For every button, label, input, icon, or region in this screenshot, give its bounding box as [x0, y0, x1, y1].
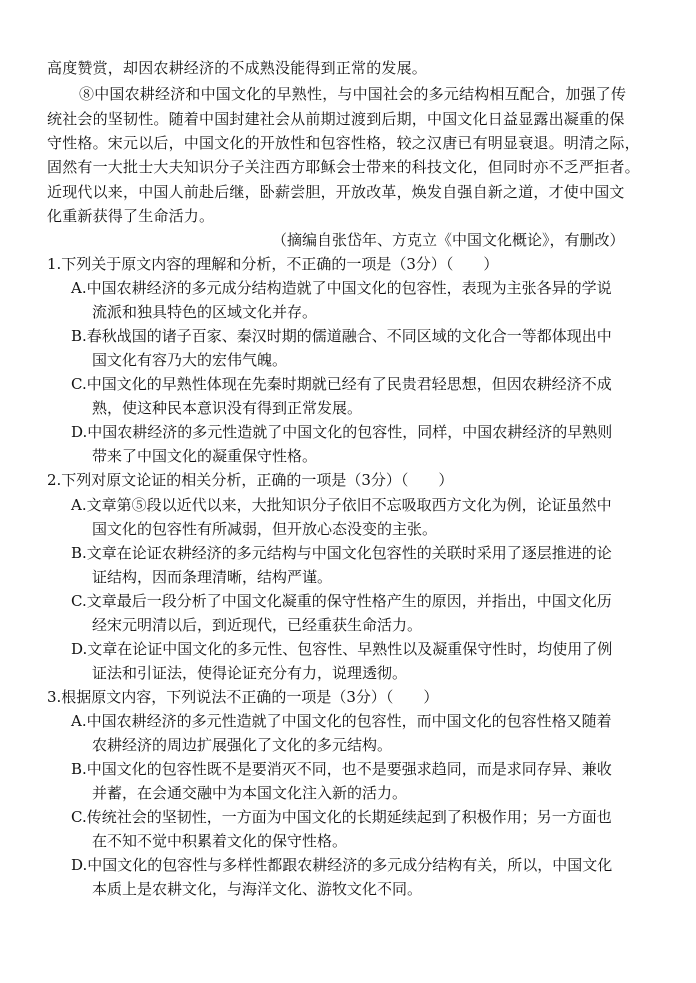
question-3-option-b-cont: 并蓄，在会通交融中为本国文化注入新的活力。	[92, 784, 408, 802]
passage-line: 固然有一大批士大夫知识分子关注西方耶稣会士带来的科技文化，但同时亦不乏严拒者。	[47, 158, 640, 176]
question-3-option-c-cont: 在不知不觉中积累着文化的保守性格。	[92, 832, 348, 850]
question-3-option-c[interactable]: C.传统社会的坚韧性，一方面为中国文化的长期延续起到了积极作用；另一方面也	[71, 808, 612, 826]
question-2-option-c-cont: 经宋元明清以后，到近现代，已经重获生命活力。	[92, 616, 423, 634]
question-2-option-b-cont: 证结构，因而条理清晰，结构严谨。	[92, 568, 333, 586]
question-2-stem: 2.下列对原文论证的相关分析，正确的一项是（3分）（ ）	[47, 471, 454, 489]
question-3-option-a-cont: 农耕经济的周边扩展强化了文化的多元结构。	[92, 736, 393, 754]
question-2-option-a[interactable]: A.文章第⑤段以近代以来，大批知识分子依旧不忘吸取西方文化为例，论证虽然中	[71, 496, 612, 514]
passage-paragraph-8: ⑧中国农耕经济和中国文化的早熟性，与中国社会的多元结构相互配合，加强了传	[79, 85, 627, 103]
question-3-option-d[interactable]: D.中国文化的包容性与多样性都跟农耕经济的多元成分结构有关，所以，中国文化	[71, 856, 613, 874]
passage-line: 高度赞赏，却因农耕经济的不成熟没能得到正常的发展。	[47, 59, 428, 77]
passage-line: 守性格。宋元以后，中国文化的开放性和包容性格，较之汉唐已有明显衰退。明清之际，	[47, 134, 640, 152]
question-1-option-b[interactable]: B.春秋战国的诸子百家、秦汉时期的儒道融合、不同区域的文化合一等都体现出中	[71, 327, 612, 345]
question-1-option-d-cont: 带来了中国文化的凝重保守性格。	[92, 447, 318, 465]
question-3-option-d-cont: 本质上是农耕文化，与海洋文化、游牧文化不同。	[92, 880, 423, 898]
question-1-option-a-cont: 流派和独具特色的区域文化并存。	[92, 303, 318, 321]
question-1-option-a[interactable]: A.中国农耕经济的多元成分结构造就了中国文化的包容性，表现为主张各异的学说	[71, 279, 612, 297]
question-3-option-b[interactable]: B.中国文化的包容性既不是要消灭不同，也不是要强求趋同，而是求同存异、兼收	[71, 760, 612, 778]
passage-line: 近现代以来，中国人前赴后继，卧薪尝胆，开放改革，焕发自强自新之道，才使中国文	[47, 183, 625, 201]
question-2-option-d[interactable]: D.文章在论证中国文化的多元性、包容性、早熟性以及凝重保守性时，均使用了例	[71, 640, 613, 658]
question-2-option-b[interactable]: B.文章在论证农耕经济的多元结构与中国文化包容性的关联时采用了逐层推进的论	[71, 544, 612, 562]
passage-line: 统社会的坚韧性。随着中国封建社会从前期过渡到后期，中国文化日益显露出凝重的保	[47, 110, 625, 128]
question-1-option-b-cont: 国文化有容乃大的宏伟气魄。	[92, 351, 288, 369]
question-2-option-d-cont: 证法和引证法，使得论证充分有力，说理透彻。	[92, 664, 408, 682]
question-3-stem: 3.根据原文内容，下列说法不正确的一项是（3分）（ ）	[47, 688, 439, 706]
question-1-stem: 1.下列关于原文内容的理解和分析，不正确的一项是（3分）（ ）	[47, 255, 499, 273]
question-2-option-a-cont: 国文化的包容性有所减弱，但开放心态没变的主张。	[92, 520, 438, 538]
question-1-option-d[interactable]: D.中国农耕经济的多元性造就了中国文化的包容性，同样，中国农耕经济的早熟则	[71, 423, 613, 441]
passage-line: 化重新获得了生命活力。	[47, 207, 215, 225]
question-1-option-c[interactable]: C.中国文化的早熟性体现在先秦时期就已经有了民贵君轻思想，但因农耕经济不成	[71, 375, 612, 393]
passage-source: （摘编自张岱年、方克立《中国文化概论》，有删改）	[272, 231, 625, 249]
question-3-option-a[interactable]: A.中国农耕经济的多元性造就了中国文化的包容性，而中国文化的包容性格又随着	[71, 712, 612, 730]
question-2-option-c[interactable]: C.文章最后一段分析了中国文化凝重的保守性格产生的原因，并指出，中国文化历	[71, 592, 612, 610]
question-1-option-c-cont: 熟，使这种民本意识没有得到正常发展。	[92, 399, 363, 417]
